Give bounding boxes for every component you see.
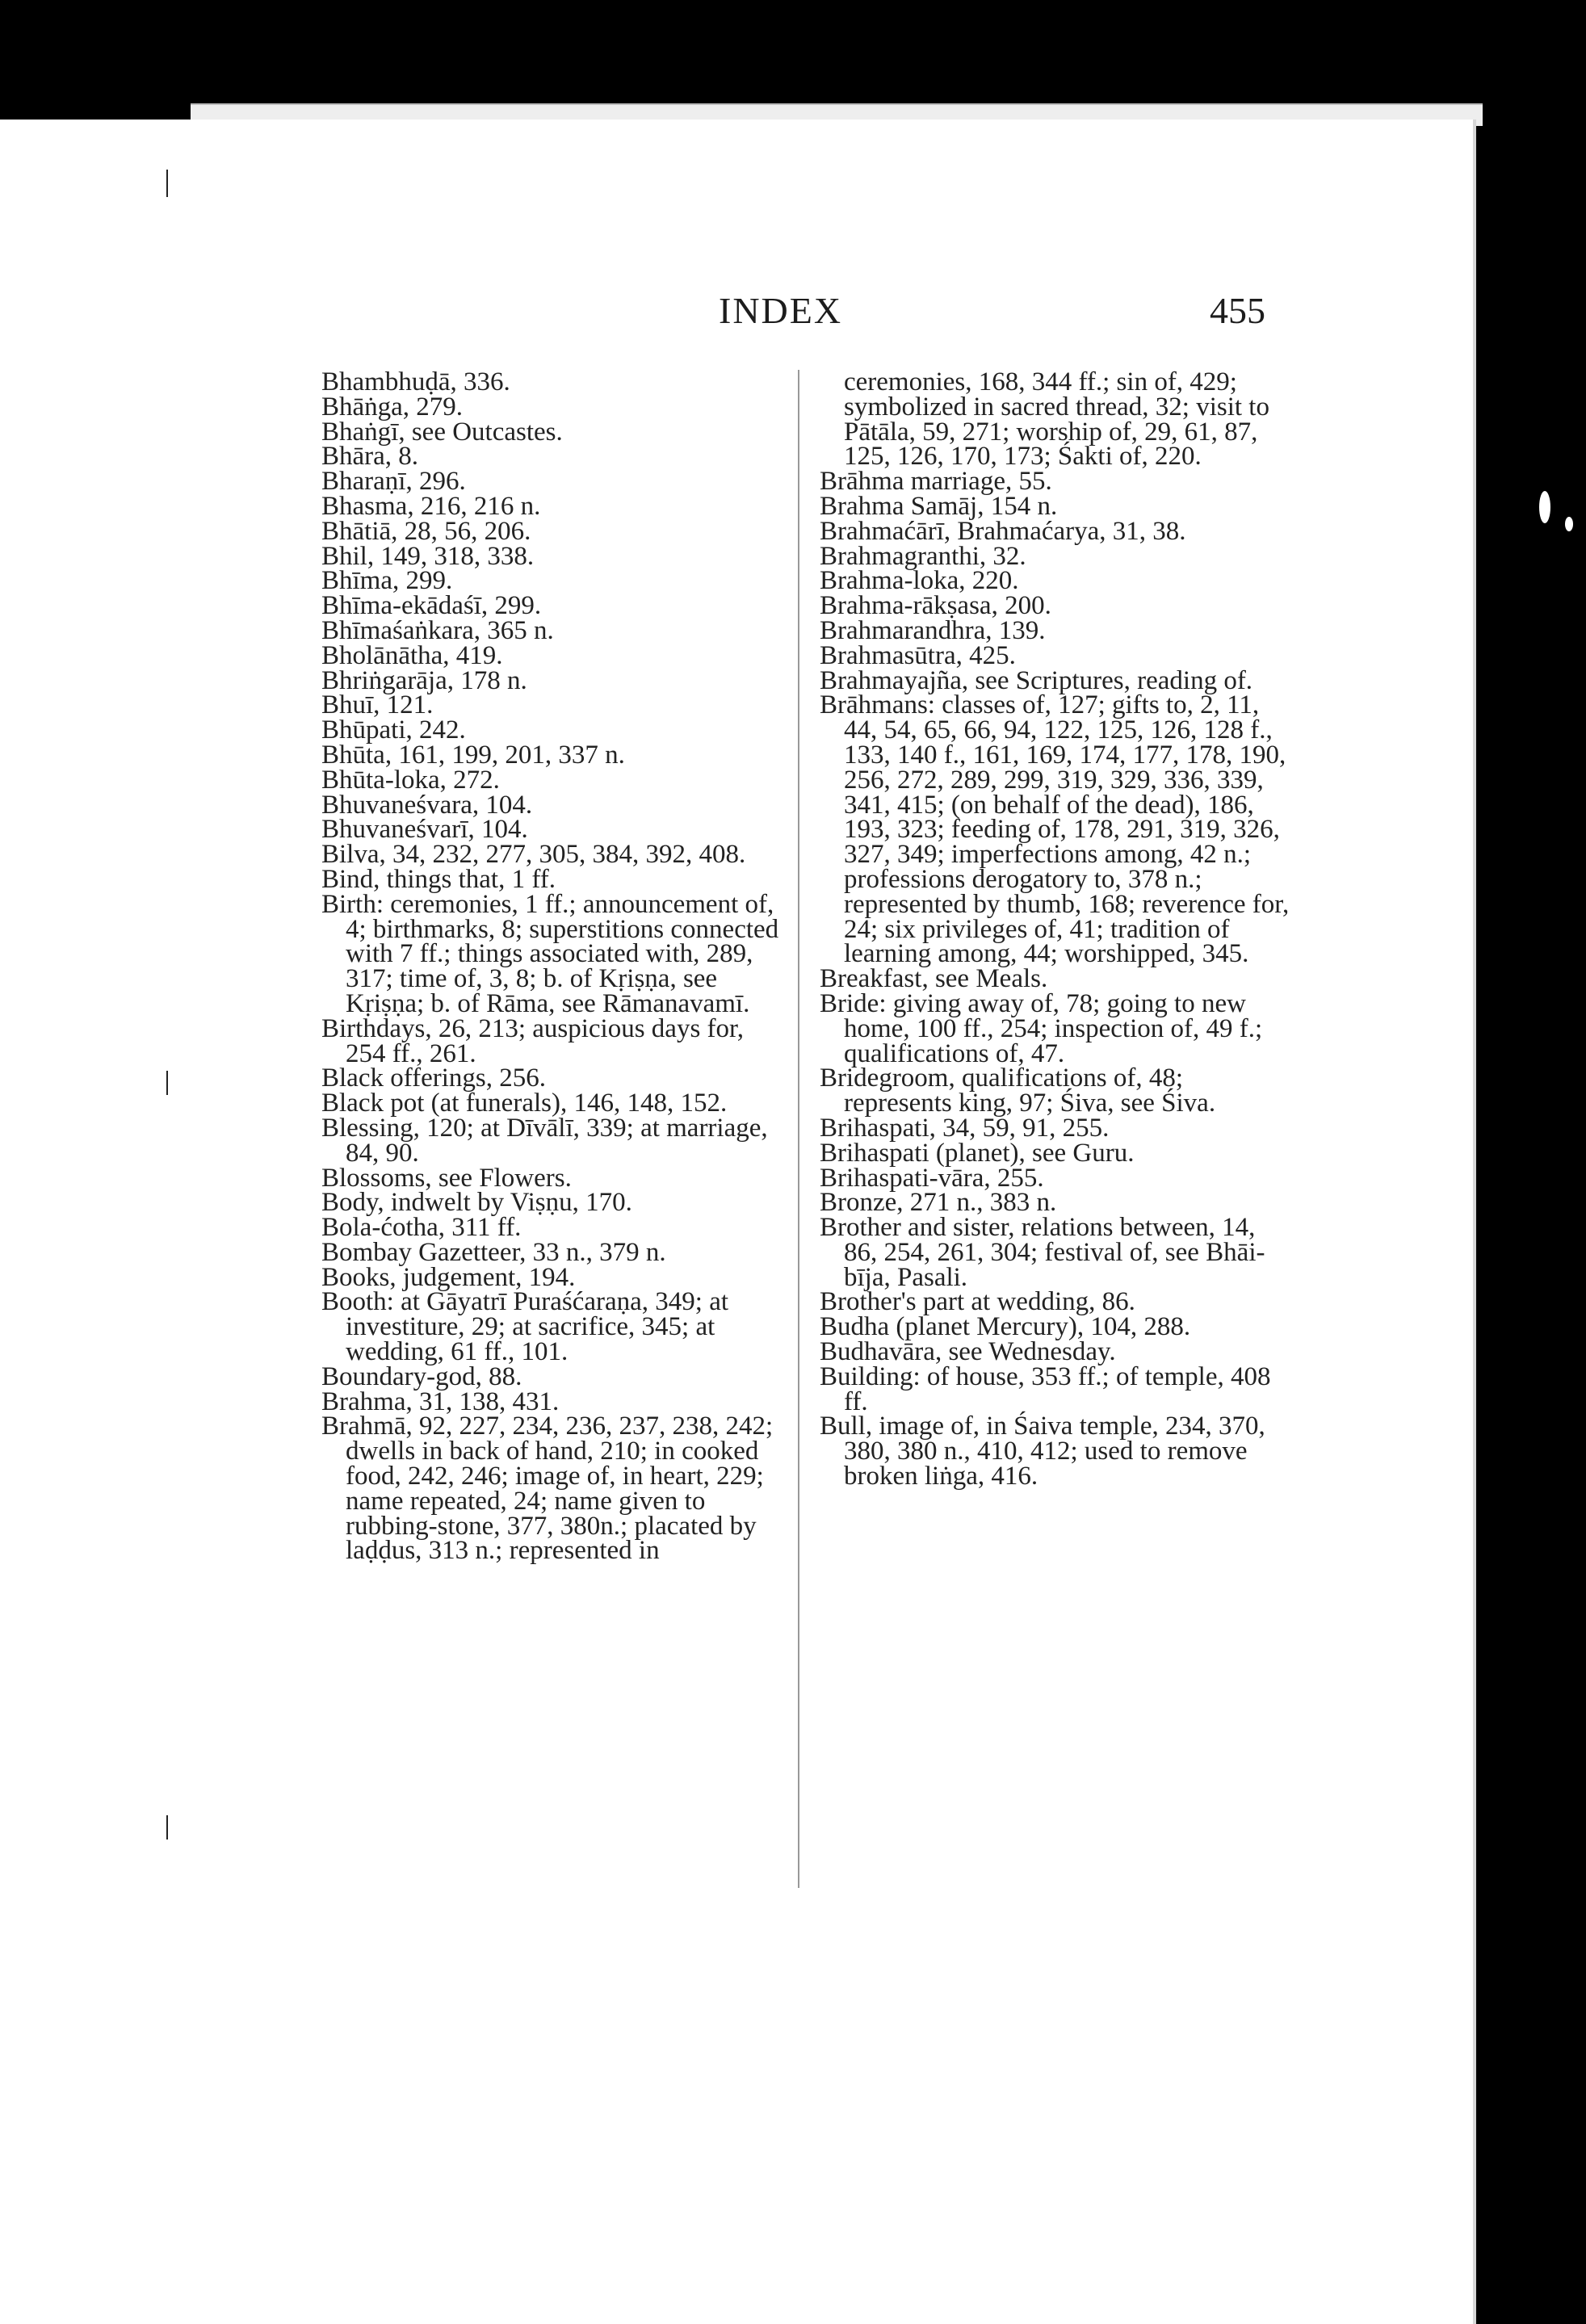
index-entry: Birth: ceremonies, 1 ff.; announcement of, 4; birthmarks, 8; superstitions connected with 7 ff.; things associated with, 289, 317; time of, 3, 8; b. of Kṛiṣṇa, see Kṛiṣṇa; b. of Rāma, see Rāmanavamī. [321, 889, 779, 1018]
index-entry: Bhīma, 299. [321, 566, 453, 596]
margin-mark [166, 1815, 168, 1839]
index-entry: Bhriṅgarāja, 178 n. [321, 665, 527, 695]
index-entry: Boundary-god, 88. [321, 1361, 522, 1391]
index-entry: Booth: at Gāyatrī Puraśćaraṇa, 349; at investiture, 29; at sacrifice, 345; at wedding, 61 ff., 101. [321, 1287, 729, 1367]
index-entry: Bhīma-ekādaśī, 299. [321, 591, 542, 621]
index-entry: Bhuvaneśvarī, 104. [321, 815, 528, 845]
index-entry: Brahmā, 92, 227, 234, 236, 237, 238, 242; dwells in back of hand, 210; in cooked food, 242, 246; image of, in heart, 229; name repeated, 24; name given to rubbing-stone, 377, 380n.; placated by laḍḍus, 313 n.; represented in [321, 1412, 774, 1566]
column-rule [798, 370, 799, 1888]
index-column-left [321, 367, 790, 1566]
index-entry: Bola-ćotha, 311 ff. [321, 1213, 522, 1243]
index-entry: Brahmasūtra, 425. [820, 640, 1016, 670]
scan-speck [1565, 517, 1573, 531]
index-entry: Bind, things that, 1 ff. [321, 864, 556, 894]
index-entry: Brother and sister, relations between, 14, 86, 254, 261, 304; festival of, see Bhāi-bīja, Pasali. [820, 1213, 1265, 1292]
index-entry: Budhavāra, see Wednesday. [820, 1337, 1116, 1367]
index-entry: Bronze, 271 n., 383 n. [820, 1188, 1057, 1218]
index-entry: Bharaṇī, 296. [321, 467, 466, 497]
index-entry: Bhāṅga, 279. [321, 392, 464, 422]
index-entry: Bridegroom, qualifications of, 48; represents king, 97; Śiva, see Śiva. [820, 1063, 1216, 1118]
index-entry: Bhūta-loka, 272. [321, 765, 500, 795]
index-entry: Blossoms, see Flowers. [321, 1163, 572, 1193]
index-entry: Bride: giving away of, 78; going to new home, 100 ff., 254; inspection of, 49 f.; qualifications of, 47. [820, 988, 1263, 1068]
index-entry: Blessing, 120; at Dīvālī, 339; at marriage, 84, 90. [321, 1113, 768, 1168]
index-entry: Black pot (at funerals), 146, 148, 152. [321, 1089, 728, 1118]
index-entry: Brahma-rākṣasa, 200. [820, 591, 1051, 621]
index-entry: Books, judgement, 194. [321, 1262, 576, 1292]
index-entry: Brihaspati-vāra, 255. [820, 1163, 1044, 1193]
index-entry: Brahmayajña, see Scriptures, reading of. [820, 665, 1253, 695]
page-number: 455 [1210, 290, 1265, 331]
index-entry: Bull, image of, in Śaiva temple, 234, 370, 380, 380 n., 410, 412; used to remove broken liṅga, 416. [820, 1412, 1265, 1491]
index-entry: Black offerings, 256. [321, 1063, 547, 1093]
index-entry: Bilva, 34, 232, 277, 305, 384, 392, 408. [321, 840, 746, 870]
index-entry: Brahmagranthi, 32. [820, 541, 1026, 571]
index-entry: Brāhmans: classes of, 127; gifts to, 2, 11, 44, 54, 65, 66, 94, 122, 125, 126, 128 f., 133, 140 f., 161, 169, 174, 177, 178, 190, 256, 272, 289, 299, 319, 329, 336, 339, 341, 415; (on behalf of the dead), 186, 193, 323; feeding of, 178, 291, 319, 326, 327, 349; imperfections among, 42 n.; professions derogatory to, 378 n.; represented by thumb, 168; reverence for, 24; six privileges of, 41; tradition of learning among, 44; worshipped, 345. [820, 690, 1290, 969]
index-entry: Bhaṅgī, see Outcastes. [321, 417, 563, 447]
index-entry: Bhasma, 216, 216 n. [321, 491, 541, 521]
index-entry: Bhil, 149, 318, 338. [321, 541, 535, 571]
index-entry: Bhīmaśaṅkara, 365 n. [321, 615, 554, 645]
index-entry: Bhāra, 8. [321, 442, 419, 472]
index-entry: Bhūta, 161, 199, 201, 337 n. [321, 740, 625, 770]
margin-mark [166, 170, 168, 197]
index-entry-continued: ceremonies, 168, 344 ff.; sin of, 429; symbolized in sacred thread, 32; visit to Pātāla, 59, 271; worship of, 29, 61, 87, 125, 126, 170, 173; Śakti of, 220. [844, 367, 1269, 472]
index-column-right [820, 367, 1290, 1491]
margin-mark [166, 1071, 168, 1095]
index-entry: Budha (planet Mercury), 104, 288. [820, 1312, 1191, 1342]
running-head-title: INDEX [719, 290, 843, 331]
index-entry: Bhambhuḍā, 336. [321, 367, 510, 396]
index-entry: Brahma, 31, 138, 431. [321, 1386, 560, 1416]
index-entry: Brihaspati (planet), see Guru. [820, 1138, 1135, 1168]
index-entry: Brother's part at wedding, 86. [820, 1287, 1135, 1317]
index-entry: Brāhma marriage, 55. [820, 467, 1052, 497]
index-entry: Breakfast, see Meals. [820, 964, 1048, 994]
index-entry: Brahmarandhra, 139. [820, 615, 1046, 645]
index-entry: Body, indwelt by Viṣṇu, 170. [321, 1188, 632, 1218]
index-entry: Brahmaćārī, Brahmaćarya, 31, 38. [820, 516, 1186, 546]
index-entry: Bhūpati, 242. [321, 715, 466, 745]
index-entry: Bhuvaneśvara, 104. [321, 790, 533, 820]
index-entry: Bombay Gazetteer, 33 n., 379 n. [321, 1237, 666, 1267]
index-entry: Brahma Samāj, 154 n. [820, 491, 1058, 521]
scan-speck [1539, 491, 1550, 523]
index-entry: Bholānātha, 419. [321, 640, 503, 670]
index-entry: Brahma-loka, 220. [820, 566, 1019, 596]
index-entry: Bhuī, 121. [321, 690, 434, 720]
index-entry: Birthdays, 26, 213; auspicious days for, 254 ff., 261. [321, 1013, 744, 1068]
index-entry: Building: of house, 353 ff.; of temple, 408 ff. [820, 1361, 1271, 1416]
index-entry: Bhātiā, 28, 56, 206. [321, 516, 531, 546]
index-entry: Brihaspati, 34, 59, 91, 255. [820, 1113, 1110, 1143]
